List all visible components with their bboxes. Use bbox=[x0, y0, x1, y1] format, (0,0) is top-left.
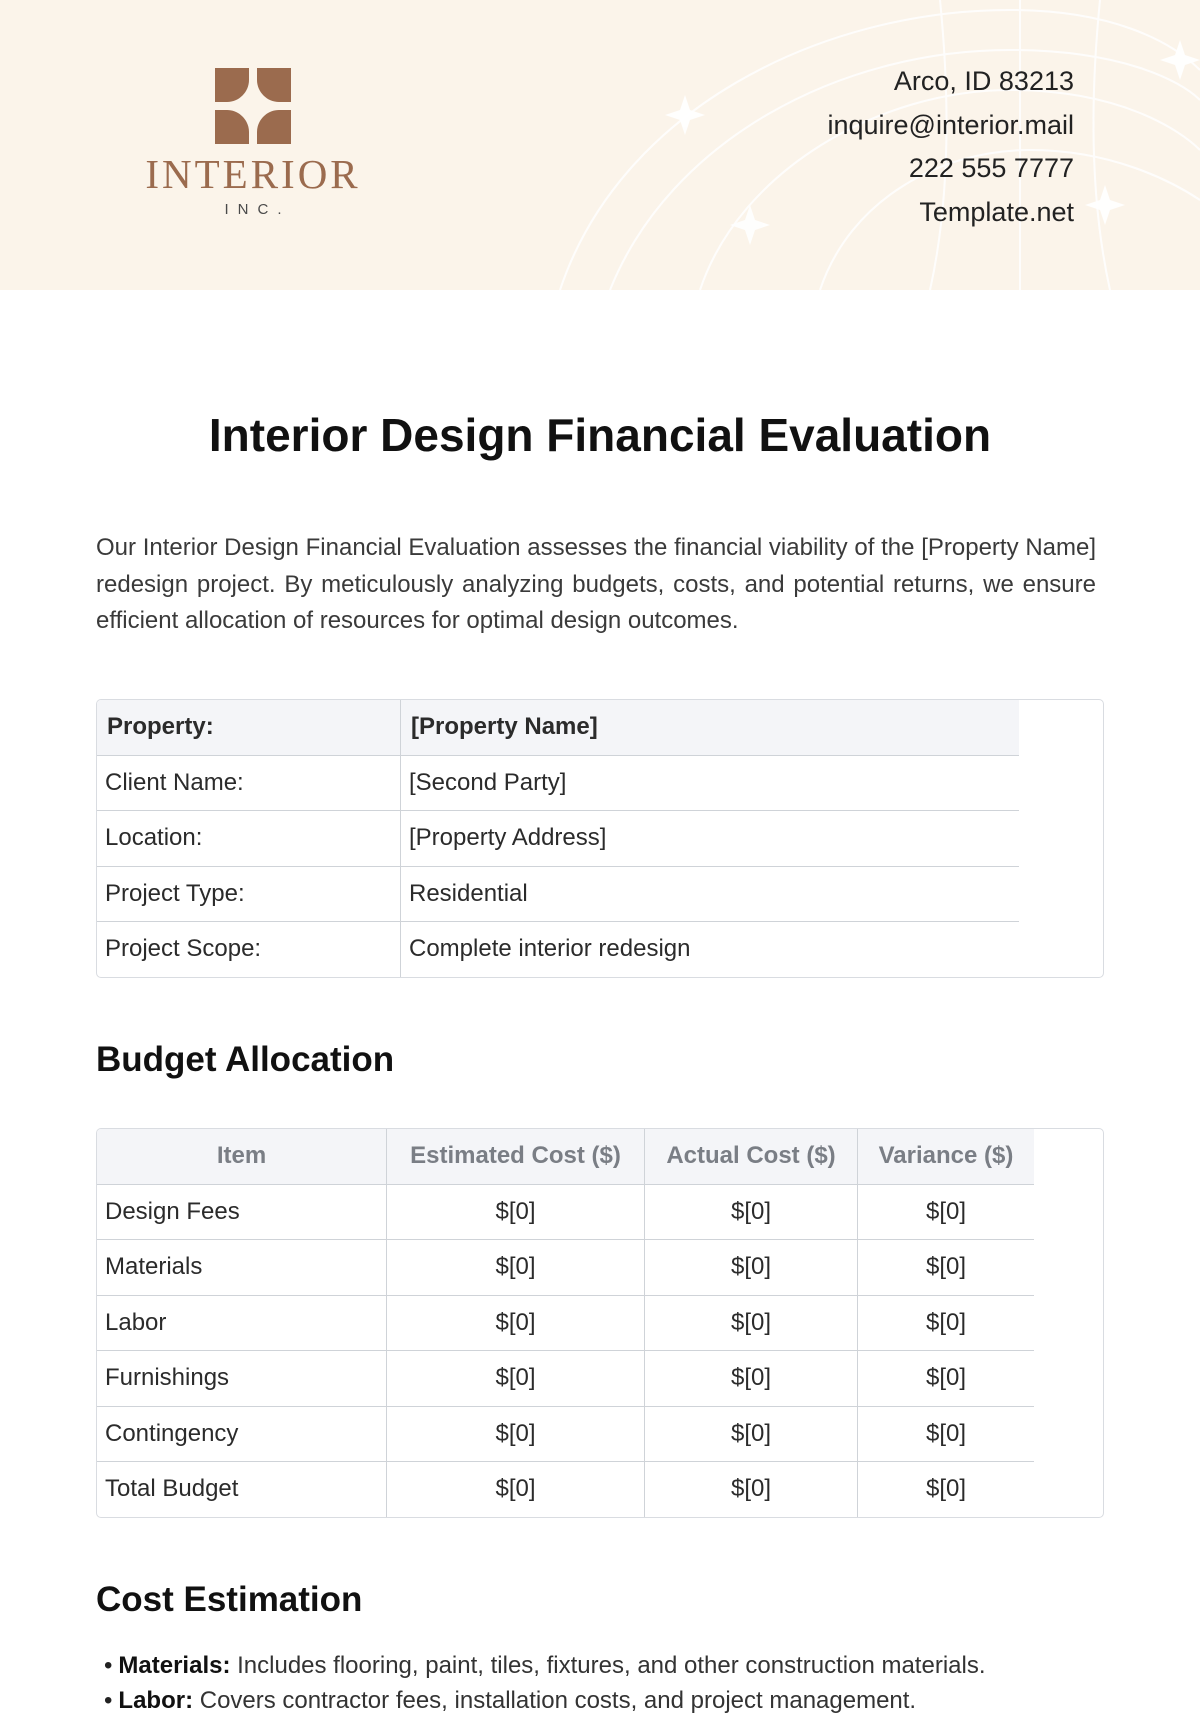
table-row bbox=[97, 922, 1019, 977]
cost-section-title: Cost Estimation bbox=[96, 1580, 363, 1619]
budget-item: Furnishings bbox=[97, 1351, 387, 1407]
contact-phone[interactable]: 222 555 7777 bbox=[908, 153, 1074, 183]
info-label: Location: bbox=[97, 811, 401, 867]
actual-cost: $[0] bbox=[645, 1295, 858, 1351]
budget-item: Materials bbox=[97, 1240, 387, 1296]
bullet-term: Labor: bbox=[118, 1687, 194, 1714]
actual-cost: $[0] bbox=[645, 1462, 858, 1517]
letterhead bbox=[0, 0, 1200, 290]
cost-estimation-list bbox=[104, 1648, 986, 1718]
estimated-cost: $[0] bbox=[387, 1351, 645, 1407]
logo-mark-icon bbox=[215, 68, 291, 144]
column-header-actual: Actual Cost ($) bbox=[645, 1129, 858, 1184]
estimated-cost: $[0] bbox=[387, 1406, 645, 1462]
estimated-cost: $[0] bbox=[387, 1184, 645, 1240]
contact-address: Arco, ID 83213 bbox=[893, 66, 1074, 96]
column-header-estimated: Estimated Cost ($) bbox=[387, 1129, 645, 1184]
info-label: Client Name: bbox=[97, 755, 401, 811]
table-header-row bbox=[97, 1129, 1034, 1184]
info-value: Residential bbox=[401, 866, 1020, 922]
table-row bbox=[97, 866, 1019, 922]
bullet-term: Materials: bbox=[118, 1652, 231, 1679]
table-row bbox=[97, 1462, 1034, 1517]
list-item bbox=[104, 1648, 986, 1683]
info-value: [Property Address] bbox=[401, 811, 1020, 867]
table-row bbox=[97, 1184, 1034, 1240]
estimated-cost: $[0] bbox=[387, 1462, 645, 1517]
actual-cost: $[0] bbox=[645, 1351, 858, 1407]
info-value: [Property Name] bbox=[401, 700, 1020, 755]
estimated-cost: $[0] bbox=[387, 1295, 645, 1351]
info-label: Project Type: bbox=[97, 866, 401, 922]
actual-cost: $[0] bbox=[645, 1184, 858, 1240]
budget-item: Labor bbox=[97, 1295, 387, 1351]
variance: $[0] bbox=[925, 1475, 967, 1503]
budget-section-title: Budget Allocation bbox=[96, 1040, 395, 1079]
page-title: Interior Design Financial Evaluation bbox=[208, 409, 992, 461]
budget-item: Contingency bbox=[97, 1406, 387, 1462]
variance: $[0] bbox=[858, 1406, 1035, 1462]
info-label: Project Scope: bbox=[97, 922, 401, 977]
table-row bbox=[97, 1295, 1034, 1351]
column-header-variance: Variance ($) bbox=[858, 1129, 1035, 1184]
logo-subtitle: INC. bbox=[224, 201, 291, 218]
table-row bbox=[97, 1240, 1034, 1296]
contact-website[interactable]: Template.net bbox=[919, 196, 1074, 227]
list-item bbox=[104, 1683, 986, 1718]
column-header-item: Item bbox=[97, 1129, 387, 1184]
budget-table bbox=[96, 1128, 1104, 1518]
project-info-table bbox=[96, 699, 1104, 978]
variance: $[0] bbox=[858, 1240, 1035, 1296]
table-row bbox=[97, 1406, 1034, 1462]
bullet-text: Covers contractor fees, installation costs, and project management. bbox=[193, 1687, 917, 1714]
budget-item: Design Fees bbox=[97, 1184, 387, 1240]
info-label: Property: bbox=[97, 700, 401, 755]
company-logo bbox=[118, 68, 388, 218]
table-row bbox=[97, 700, 1019, 755]
contact-email[interactable]: inquire@interior.mail bbox=[827, 109, 1074, 140]
variance: $[0] bbox=[858, 1184, 1035, 1240]
budget-item: Total Budget bbox=[97, 1462, 387, 1517]
intro-paragraph: Our Interior Design Financial Evaluation assesses the financial viability of the [Property Name] redesign project. By meticulously analyzing budgets, costs, and potential returns, we ensure efficient allocation of resources for optimal design outcomes. bbox=[96, 534, 1096, 634]
actual-cost: $[0] bbox=[645, 1406, 858, 1462]
variance: $[0] bbox=[858, 1351, 1035, 1407]
actual-cost: $[0] bbox=[645, 1240, 858, 1296]
info-value: Complete interior redesign bbox=[409, 935, 691, 963]
table-row bbox=[97, 811, 1019, 867]
table-row bbox=[97, 755, 1019, 811]
bullet-text: Includes flooring, paint, tiles, fixtures, and other construction materials. bbox=[230, 1652, 986, 1679]
info-value: [Second Party] bbox=[401, 755, 1020, 811]
table-row bbox=[97, 1351, 1034, 1407]
estimated-cost: $[0] bbox=[387, 1240, 645, 1296]
contact-info bbox=[827, 60, 1074, 234]
variance: $[0] bbox=[858, 1295, 1035, 1351]
logo-name: INTERIOR bbox=[145, 151, 361, 197]
